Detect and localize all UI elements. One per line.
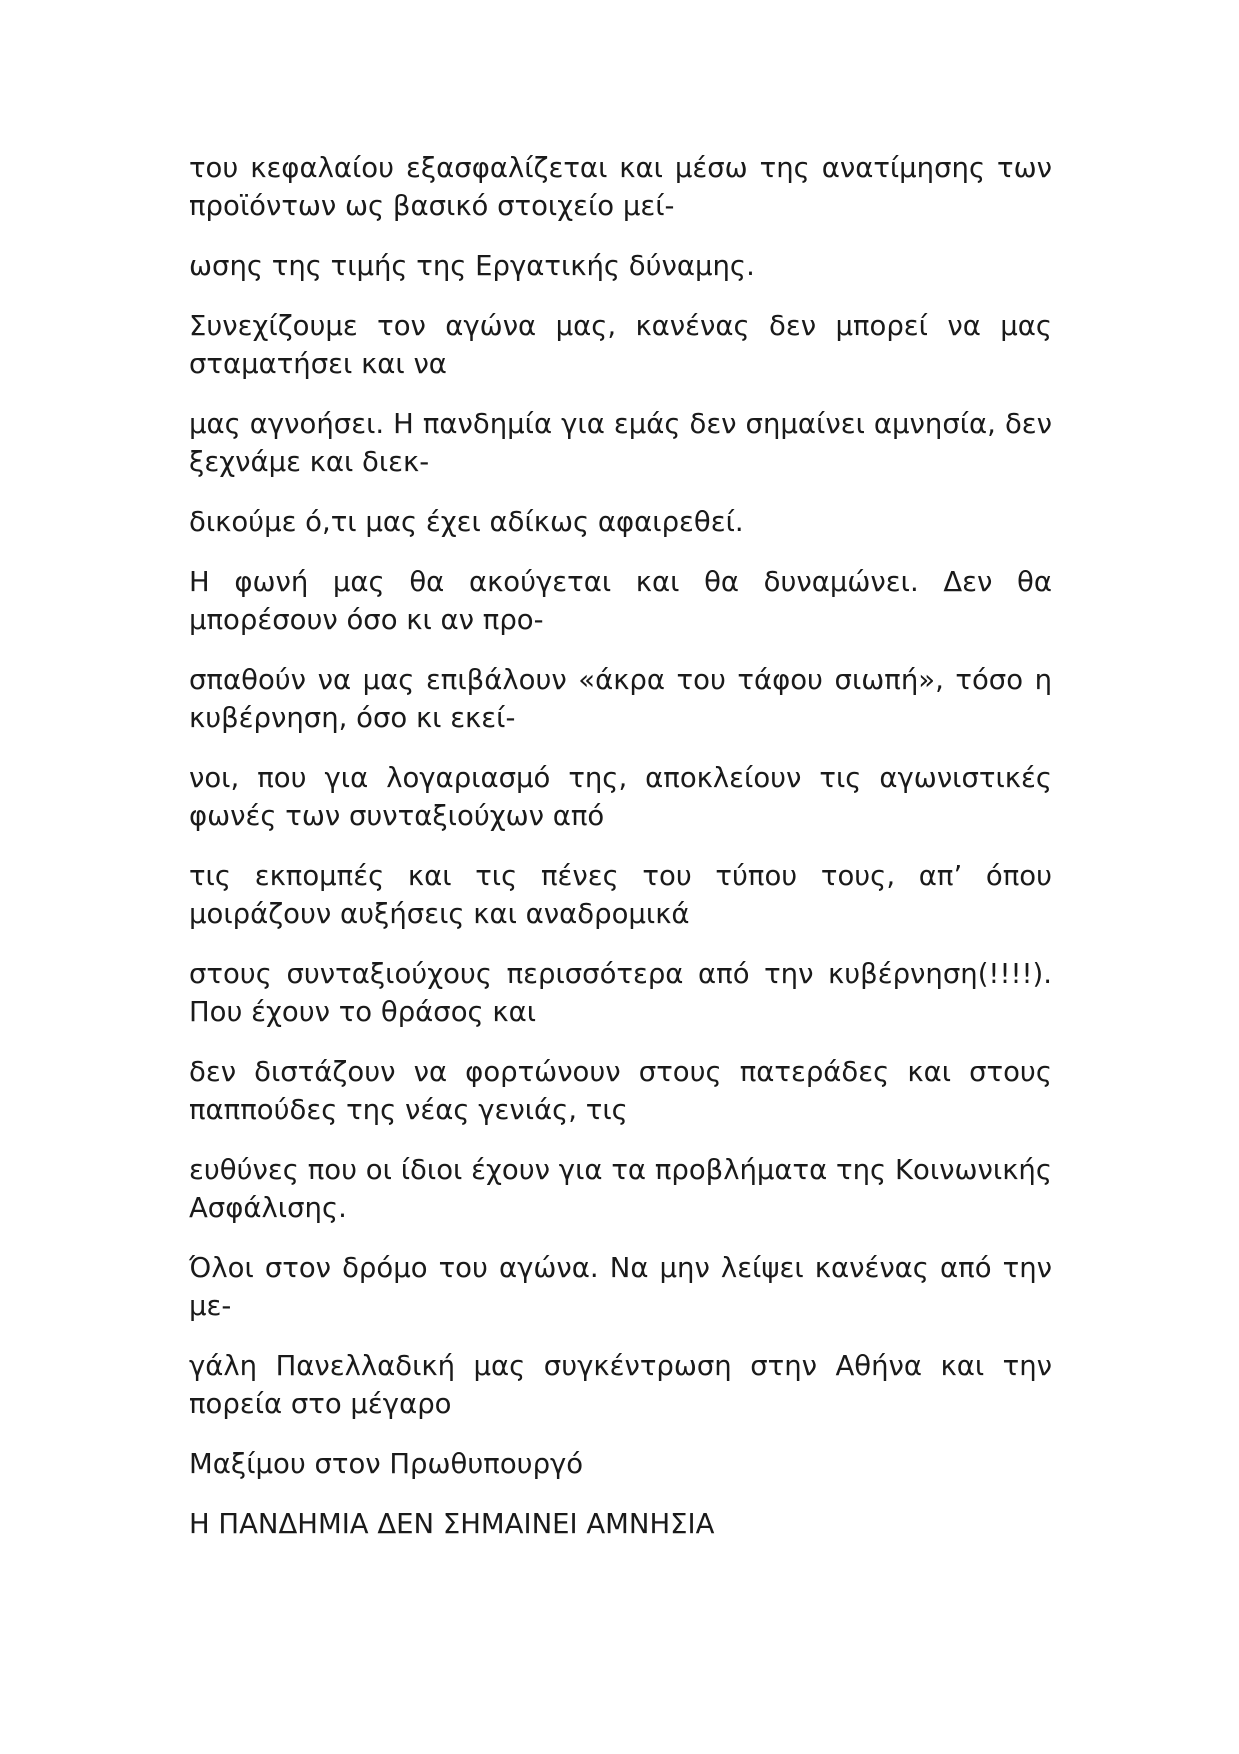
paragraph-14: γάλη Πανελλαδική μας συγκέντρωση στην Αθήνα και την πορεία στο μέγαρο bbox=[189, 1350, 1052, 1420]
paragraph-5: δικούμε ό,τι μας έχει αδίκως αφαιρεθεί. bbox=[189, 506, 744, 538]
paragraph-10: στους συνταξιούχους περισσότερα από την κυβέρνηση(!!!!). Που έχουν το θράσος και bbox=[189, 958, 1052, 1028]
paragraph-6: Η φωνή μας θα ακούγεται και θα δυναμώνει. Δεν θα μπορέσουν όσο κι αν προ- bbox=[189, 566, 1052, 636]
paragraph-13: Όλοι στον δρόμο του αγώνα. Να μην λείψει κανένας από την με- bbox=[189, 1252, 1052, 1322]
closing-slogan: Η ΠΑΝΔΗΜΙΑ ΔΕΝ ΣΗΜΑΙΝΕΙ ΑΜΝΗΣΙΑ bbox=[189, 1508, 715, 1540]
paragraph-8: νοι, που για λογαριασμό της, αποκλείουν τις αγωνιστικές φωνές των συνταξιούχων από bbox=[189, 762, 1052, 832]
paragraph-12: ευθύνες που οι ίδιοι έχουν για τα προβλήματα της Κοινωνικής Ασφάλισης. bbox=[189, 1154, 1052, 1224]
paragraph-4: μας αγνοήσει. Η πανδημία για εμάς δεν σημαίνει αμνησία, δεν ξεχνάμε και διεκ- bbox=[189, 408, 1052, 478]
paragraph-1: του κεφαλαίου εξασφαλίζεται και μέσω της ανατίμησης των προϊόντων ως βασικό στοιχείο μεί- bbox=[189, 152, 1052, 222]
paragraph-3: Συνεχίζουμε τον αγώνα μας, κανένας δεν μπορεί να μας σταματήσει και να bbox=[189, 310, 1052, 380]
paragraph-2: ωσης της τιμής της Εργατικής δύναμης. bbox=[189, 250, 755, 282]
paragraph-11: δεν διστάζουν να φορτώνουν στους πατεράδες και στους παππούδες της νέας γενιάς, τις bbox=[189, 1056, 1052, 1126]
paragraph-7: σπαθούν να μας επιβάλουν «άκρα του τάφου σιωπή», τόσο η κυβέρνηση, όσο κι εκεί- bbox=[189, 664, 1052, 734]
body-text bbox=[189, 149, 1052, 1565]
paragraph-15: Μαξίμου στον Πρωθυπουργό bbox=[189, 1448, 584, 1480]
paragraph-9: τις εκπομπές και τις πένες του τύπου τους, απ’ όπου μοιράζουν αυξήσεις και αναδρομικά bbox=[189, 860, 1052, 930]
